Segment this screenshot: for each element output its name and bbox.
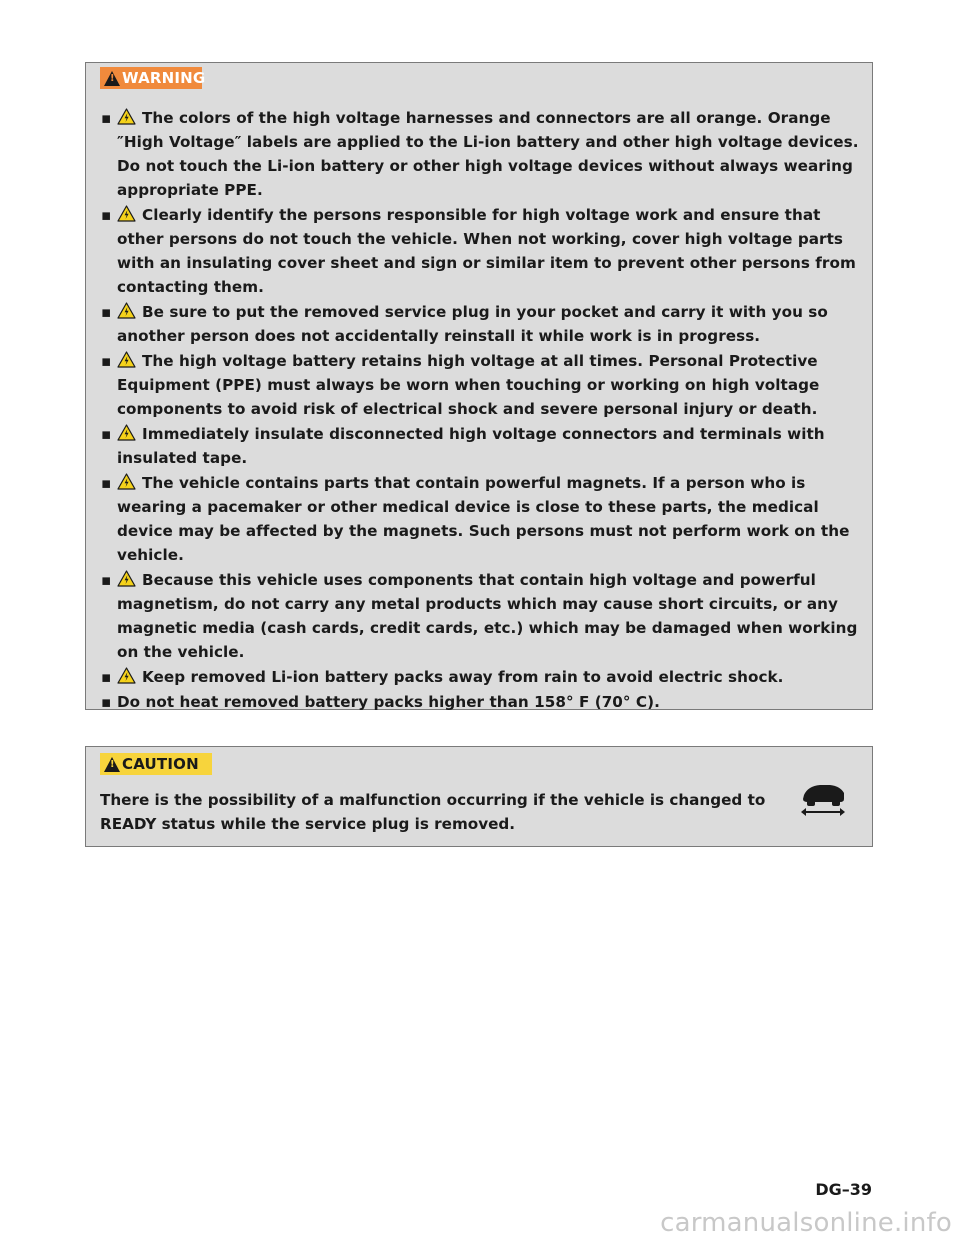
high-voltage-icon: [117, 667, 136, 684]
high-voltage-icon: [117, 473, 136, 490]
caution-box: [85, 746, 873, 847]
watermark: carmanualsonline.info: [660, 1208, 952, 1238]
warning-item-text: Clearly identify the persons responsible for high voltage work and ensure that other persons do not touch the vehicle. When not working, cover high voltage parts with an insulating cover sheet and sign or similar item to prevent other persons from contacting them.: [117, 206, 856, 296]
caution-triangle-icon: [104, 757, 120, 772]
warning-item: [100, 690, 862, 714]
bullet-marker: ▪: [101, 425, 112, 443]
warning-item-text: The vehicle contains parts that contain powerful magnets. If a person who is wearing a pacemaker or other medical device is close to these parts, the medical device may be affected by the magnets. Such persons must not perform work on the vehicle.: [117, 474, 850, 564]
warning-item-text: The high voltage battery retains high voltage at all times. Personal Protective Equipment (PPE) must always be worn when touching or working on high voltage components to avoid risk of electrical shock and severe personal injury or death.: [117, 352, 820, 418]
warning-item: [100, 349, 862, 421]
high-voltage-icon: [117, 108, 136, 125]
caution-label-text: CAUTION: [122, 755, 199, 773]
warning-item: [100, 106, 862, 202]
bullet-marker: ▪: [101, 571, 112, 589]
warning-box: [85, 62, 873, 710]
warning-item-text: Be sure to put the removed service plug in your pocket and carry it with you so another person does not accidentally reinstall it while work is in progress.: [117, 303, 828, 345]
bullet-marker: ▪: [101, 352, 112, 370]
high-voltage-icon: [117, 424, 136, 441]
warning-item-text: The colors of the high voltage harnesses and connectors are all orange. Orange ″High Voltage″ labels are applied to the Li-ion battery and other high voltage devices. Do not touch the Li-ion battery or other high voltage devices without always wearing appropriate PPE.: [117, 109, 859, 199]
warning-triangle-icon: [104, 71, 120, 86]
bullet-marker: ▪: [101, 206, 112, 224]
bullet-marker: ▪: [101, 668, 112, 686]
vehicle-lift-icon: [800, 781, 846, 817]
bullet-marker: ▪: [101, 693, 112, 711]
warning-label: [100, 67, 206, 89]
high-voltage-icon: [117, 302, 136, 319]
warning-item-text: Immediately insulate disconnected high voltage connectors and terminals with insulated tape.: [117, 425, 825, 467]
caution-text: There is the possibility of a malfunction occurring if the vehicle is changed to READY status while the service plug is removed.: [100, 791, 766, 833]
warning-item: [100, 203, 862, 299]
warning-item-text: Keep removed Li-ion battery packs away from rain to avoid electric shock.: [142, 668, 784, 686]
warning-item: [100, 665, 862, 689]
warning-list: [100, 106, 862, 715]
high-voltage-icon: [117, 205, 136, 222]
bullet-marker: ▪: [101, 474, 112, 492]
high-voltage-icon: [117, 570, 136, 587]
caution-label: [100, 753, 212, 775]
high-voltage-icon: [117, 351, 136, 368]
warning-item-text: Because this vehicle uses components that contain high voltage and powerful magnetism, do not carry any metal products which may cause short circuits, or any magnetic media (cash cards, credit cards, etc.) which may be damaged when working on the vehicle.: [117, 571, 858, 661]
warning-item: [100, 568, 862, 664]
warning-item: [100, 300, 862, 348]
bullet-marker: ▪: [101, 303, 112, 321]
warning-label-text: WARNING: [122, 69, 206, 87]
page-number: DG–39: [815, 1180, 872, 1199]
warning-item: [100, 422, 862, 470]
warning-item-text: Do not heat removed battery packs higher than 158° F (70° C).: [117, 693, 660, 711]
warning-item: [100, 471, 862, 567]
bullet-marker: ▪: [101, 109, 112, 127]
